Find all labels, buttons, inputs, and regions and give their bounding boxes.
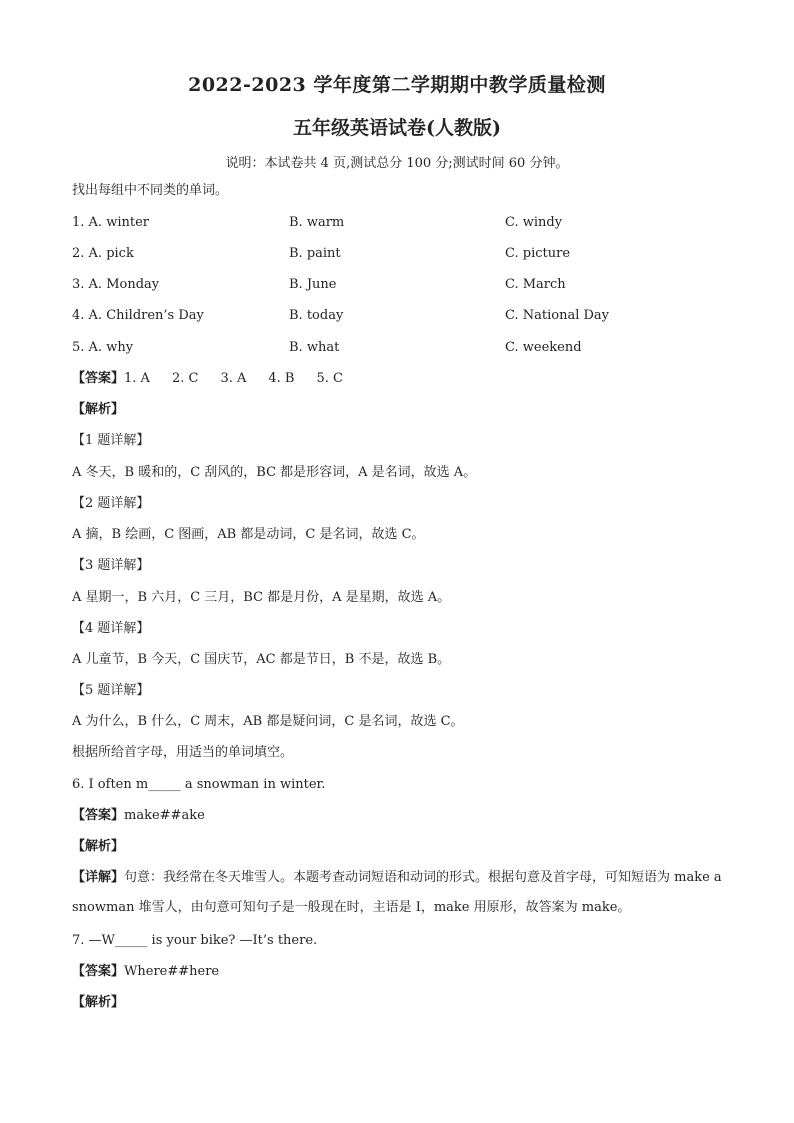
exam-title: 2022-2023 学年度第二学期期中教学质量检测: [188, 74, 606, 96]
q2-option-a: 2. A. pick: [72, 246, 134, 261]
q6-answer-value: make##ake: [124, 808, 205, 823]
section1-instruction: 找出每组中不同类的单词。: [72, 183, 229, 198]
q1-option-b: B. warm: [289, 215, 345, 230]
q7-question: 7. —W_____ is your bike? —It’s there.: [72, 933, 318, 948]
q1-option-a: 1. A. winter: [72, 215, 149, 230]
q6-analysis-label: 【解析】: [72, 839, 125, 854]
q5-option-c: C. weekend: [505, 340, 582, 355]
q4-option-a: 4. A. Children’s Day: [72, 308, 204, 323]
detail-4-label: 【4 题详解】: [72, 621, 150, 636]
q6-detail: [72, 863, 722, 923]
q6-question: 6. I often m_____ a snowman in winter.: [72, 777, 326, 792]
q7-answer: [72, 964, 219, 980]
answer-label: 【答案】: [72, 371, 125, 386]
q5-option-a: 5. A. why: [72, 340, 134, 355]
q5-option-b: B. what: [289, 340, 340, 355]
detail-1-label: 【1 题详解】: [72, 433, 150, 448]
q7-analysis-label: 【解析】: [72, 995, 125, 1010]
q3-option-c: C. March: [505, 277, 566, 292]
detail-2-label: 【2 题详解】: [72, 496, 150, 511]
section1-analysis-label: 【解析】: [72, 402, 125, 417]
q4-option-c: C. National Day: [505, 308, 610, 323]
detail-4-text: A 儿童节，B 今天，C 国庆节，AC 都是节日，B 不是，故选 B。: [72, 652, 451, 667]
detail-1-text: A 冬天，B 暖和的，C 刮风的，BC 都是形容词，A 是名词，故选 A。: [72, 465, 477, 480]
q1-option-c: C. windy: [505, 215, 563, 230]
answer-label: 【答案】: [72, 808, 125, 823]
detail-5-text: A 为什么，B 什么，C 周末，AB 都是疑问词，C 是名词，故选 C。: [72, 714, 464, 729]
answer-2: 2. C: [171, 371, 199, 386]
q7-answer-value: Where##here: [124, 964, 220, 979]
q2-option-b: B. paint: [289, 246, 341, 261]
q3-option-b: B. June: [289, 277, 337, 292]
answer-4: 4. B: [268, 371, 295, 386]
detail-label: 【详解】: [72, 870, 125, 885]
q3-option-a: 3. A. Monday: [72, 277, 160, 292]
q6-detail-text: 句意：我经常在冬天堆雪人。本题考查动词短语和动词的形式。根据句意及首字母，可知短语为 make a snowman 堆雪人，由句意可知句子是一般现在时，主语是 I，make 用原形，故答案为 make。: [72, 870, 722, 915]
answer-5: 5. C: [316, 371, 343, 386]
detail-3-text: A 星期一，B 六月，C 三月，BC 都是月份，A 是星期，故选 A。: [72, 590, 451, 605]
answer-3: 3. A: [220, 371, 247, 386]
detail-5-label: 【5 题详解】: [72, 683, 150, 698]
q6-answer: [72, 808, 205, 824]
detail-3-label: 【3 题详解】: [72, 558, 150, 573]
answer-label: 【答案】: [72, 964, 125, 979]
exam-subtitle: 五年级英语试卷(人教版): [293, 117, 501, 139]
q4-option-b: B. today: [289, 308, 344, 323]
detail-2-text: A 摘，B 绘画，C 图画，AB 都是动词，C 是名词，故选 C。: [72, 527, 425, 542]
q2-option-c: C. picture: [505, 246, 571, 261]
section1-answer: [72, 371, 365, 387]
answer-1: 1. A: [124, 371, 150, 386]
section2-instruction: 根据所给首字母，用适当的单词填空。: [72, 745, 294, 760]
exam-note: 说明：本试卷共 4 页,测试总分 100 分;测试时间 60 分钟。: [225, 156, 569, 171]
